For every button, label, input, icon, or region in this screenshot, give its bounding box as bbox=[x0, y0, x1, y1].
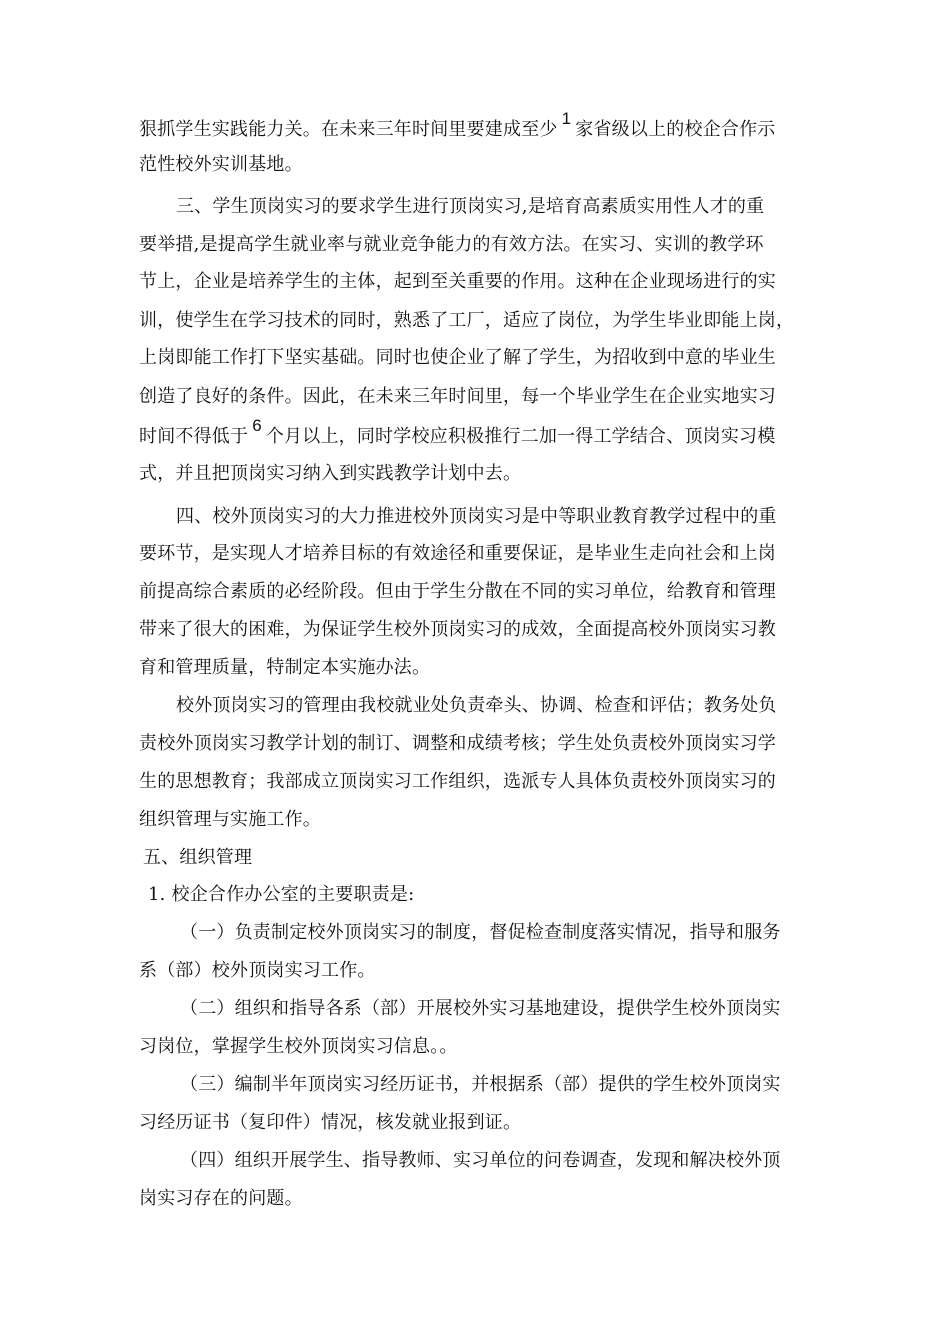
list-item-1: （一）负责制定校外顶岗实习的制度，督促检查制度落实情况，指导和服务 bbox=[180, 922, 781, 943]
list-item-2: （二）组织和指导各系（部）开展校外实习基地建设，提供学生校外顶岗实 bbox=[180, 998, 781, 1019]
section-three-paragraph-start: 三、学生顶岗实习的要求学生进行顶岗实习,是培育高素质实用性人才的重 bbox=[176, 196, 765, 217]
numbered-item: 1. 校企合作办公室的主要职责是: bbox=[148, 884, 415, 905]
text-line: 岗实习存在的问题。 bbox=[139, 1188, 303, 1209]
section-four-paragraph-start: 四、校外顶岗实习的大力推进校外顶岗实习是中等职业教育教学过程中的重 bbox=[176, 506, 777, 527]
text-line: 生的思想教育；我部成立顶岗实习工作组织，选派专人具体负责校外顶岗实习的 bbox=[139, 771, 776, 792]
list-item-4: （四）组织开展学生、指导教师、实习单位的问卷调查，发现和解决校外顶 bbox=[180, 1150, 781, 1171]
text-line: 创造了良好的条件。因此，在未来三年时间里，每一个毕业学生在企业实地实习 bbox=[139, 386, 776, 407]
text-line: 前提高综合素质的必经阶段。但由于学生分散在不同的实习单位，给教育和管理 bbox=[139, 581, 776, 602]
text-line: 习经历证书（复印件）情况，核发就业报到证。 bbox=[139, 1112, 522, 1133]
superscript-number: 6 bbox=[252, 416, 262, 435]
text-line: 范性校外实训基地。 bbox=[139, 154, 303, 175]
text-line: 上岗即能工作打下坚实基础。同时也使企业了解了学生，为招收到中意的毕业生 bbox=[139, 347, 776, 368]
section-heading: 五、组织管理 bbox=[143, 847, 253, 868]
list-item-3: （三）编制半年顶岗实习经历证书，并根据系（部）提供的学生校外顶岗实 bbox=[180, 1074, 781, 1095]
text-run: 时间不得低于 bbox=[139, 426, 249, 447]
text-run: 个月以上，同时学校应积极推行二加一得工学结合、顶岗实习模 bbox=[265, 426, 776, 447]
text-run: 狠抓学生实践能力关。在未来三年时间里要建成至少 bbox=[139, 119, 558, 140]
text-line bbox=[139, 109, 776, 142]
text-line: 式，并且把顶岗实习纳入到实践教学计划中去。 bbox=[139, 463, 522, 484]
text-line: 育和管理质量，特制定本实施办法。 bbox=[139, 657, 431, 678]
text-line: 节上，企业是培养学生的主体，起到至关重要的作用。这种在企业现场进行的实 bbox=[139, 271, 776, 292]
superscript-number: 1 bbox=[561, 109, 572, 128]
text-line: 组织管理与实施工作。 bbox=[139, 809, 321, 830]
text-line: 习岗位，掌握学生校外顶岗实习信息。。 bbox=[139, 1036, 458, 1057]
text-run: 家省级以上的校企合作示 bbox=[575, 119, 776, 140]
text-line: 系（部）校外顶岗实习工作。 bbox=[139, 960, 376, 981]
text-line: 训，使学生在学习技术的同时，熟悉了工厂，适应了岗位，为学生毕业即能上岗， bbox=[139, 310, 795, 331]
management-paragraph-start: 校外顶岗实习的管理由我校就业处负责牵头、协调、检查和评估；教务处负 bbox=[176, 695, 777, 716]
text-line bbox=[139, 416, 776, 449]
text-line: 带来了很大的困难，为保证学生校外顶岗实习的成效，全面提高校外顶岗实习教 bbox=[139, 619, 776, 640]
text-line: 要环节，是实现人才培养目标的有效途径和重要保证，是毕业生走向社会和上岗 bbox=[139, 543, 776, 564]
text-line: 责校外顶岗实习教学计划的制订、调整和成绩考核；学生处负责校外顶岗实习学 bbox=[139, 733, 776, 754]
text-line: 要举措,是提高学生就业率与就业竞争能力的有效方法。在实习、实训的教学环 bbox=[139, 234, 764, 255]
